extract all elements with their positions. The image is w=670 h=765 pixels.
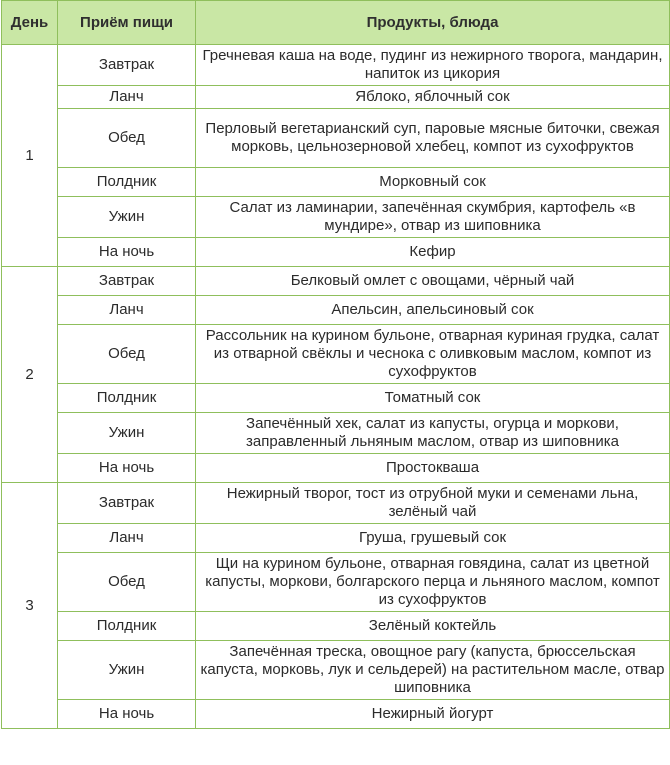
meal-name: Обед (58, 109, 196, 168)
table-row (2, 86, 670, 109)
table-row (2, 325, 670, 384)
header-meal: Приём пищи (58, 1, 196, 45)
meal-foods: Запечённый хек, салат из капусты, огурца и моркови, заправленный льняным маслом, отвар из шиповника (196, 413, 670, 454)
meal-name: Завтрак (58, 267, 196, 296)
table-row (2, 45, 670, 86)
meal-foods: Щи на курином бульоне, отварная говядина, салат из цветной капусты, моркови, болгарского перца и льняного маслом, компот из сухофруктов (196, 553, 670, 612)
meal-name: На ночь (58, 454, 196, 483)
header-day: День (2, 1, 58, 45)
table-row (2, 524, 670, 553)
meal-name: Ужин (58, 413, 196, 454)
table-row (2, 700, 670, 729)
meal-name: Полдник (58, 168, 196, 197)
table-row (2, 612, 670, 641)
meal-name: Завтрак (58, 483, 196, 524)
meal-foods: Томатный сок (196, 384, 670, 413)
meal-name: Обед (58, 553, 196, 612)
meal-foods: Гречневая каша на воде, пудинг из нежирного творога, мандарин, напиток из цикория (196, 45, 670, 86)
meal-name: Обед (58, 325, 196, 384)
table-row (2, 454, 670, 483)
meal-foods: Нежирный йогурт (196, 700, 670, 729)
header-row (2, 1, 670, 45)
meal-plan-table (1, 0, 670, 729)
meal-foods: Запечённая треска, овощное рагу (капуста, брюссельская капуста, морковь, лук и сельдерей) на растительном масле, отвар шиповника (196, 641, 670, 700)
meal-foods: Яблоко, яблочный сок (196, 86, 670, 109)
table-row (2, 413, 670, 454)
day-number: 3 (2, 483, 58, 729)
meal-foods: Апельсин, апельсиновый сок (196, 296, 670, 325)
meal-name: На ночь (58, 700, 196, 729)
table-row (2, 267, 670, 296)
meal-name: Ужин (58, 641, 196, 700)
table-row (2, 238, 670, 267)
meal-name: Полдник (58, 384, 196, 413)
table-row (2, 553, 670, 612)
table-row (2, 296, 670, 325)
day-number: 1 (2, 45, 58, 267)
meal-foods: Кефир (196, 238, 670, 267)
meal-foods: Нежирный творог, тост из отрубной муки и семенами льна, зелёный чай (196, 483, 670, 524)
meal-foods: Груша, грушевый сок (196, 524, 670, 553)
meal-foods: Салат из ламинарии, запечённая скумбрия, картофель «в мундире», отвар из шиповника (196, 197, 670, 238)
meal-foods: Белковый омлет с овощами, чёрный чай (196, 267, 670, 296)
header-food: Продукты, блюда (196, 1, 670, 45)
table-row (2, 641, 670, 700)
meal-name: На ночь (58, 238, 196, 267)
table-row (2, 197, 670, 238)
day-number: 2 (2, 267, 58, 483)
meal-name: Ланч (58, 86, 196, 109)
table-row (2, 109, 670, 168)
meal-foods: Рассольник на курином бульоне, отварная куриная грудка, салат из отварной свёклы и чеснока с оливковым маслом, компот из сухофруктов (196, 325, 670, 384)
meal-name: Ланч (58, 296, 196, 325)
meal-foods: Простокваша (196, 454, 670, 483)
meal-name: Ланч (58, 524, 196, 553)
meal-plan-body (2, 45, 670, 729)
table-row (2, 384, 670, 413)
meal-name: Полдник (58, 612, 196, 641)
meal-name: Завтрак (58, 45, 196, 86)
table-row (2, 483, 670, 524)
meal-name: Ужин (58, 197, 196, 238)
meal-foods: Перловый вегетарианский суп, паровые мясные биточки, свежая морковь, цельнозерновой хлебец, компот из сухофруктов (196, 109, 670, 168)
meal-foods: Зелёный коктейль (196, 612, 670, 641)
table-row (2, 168, 670, 197)
meal-foods: Морковный сок (196, 168, 670, 197)
